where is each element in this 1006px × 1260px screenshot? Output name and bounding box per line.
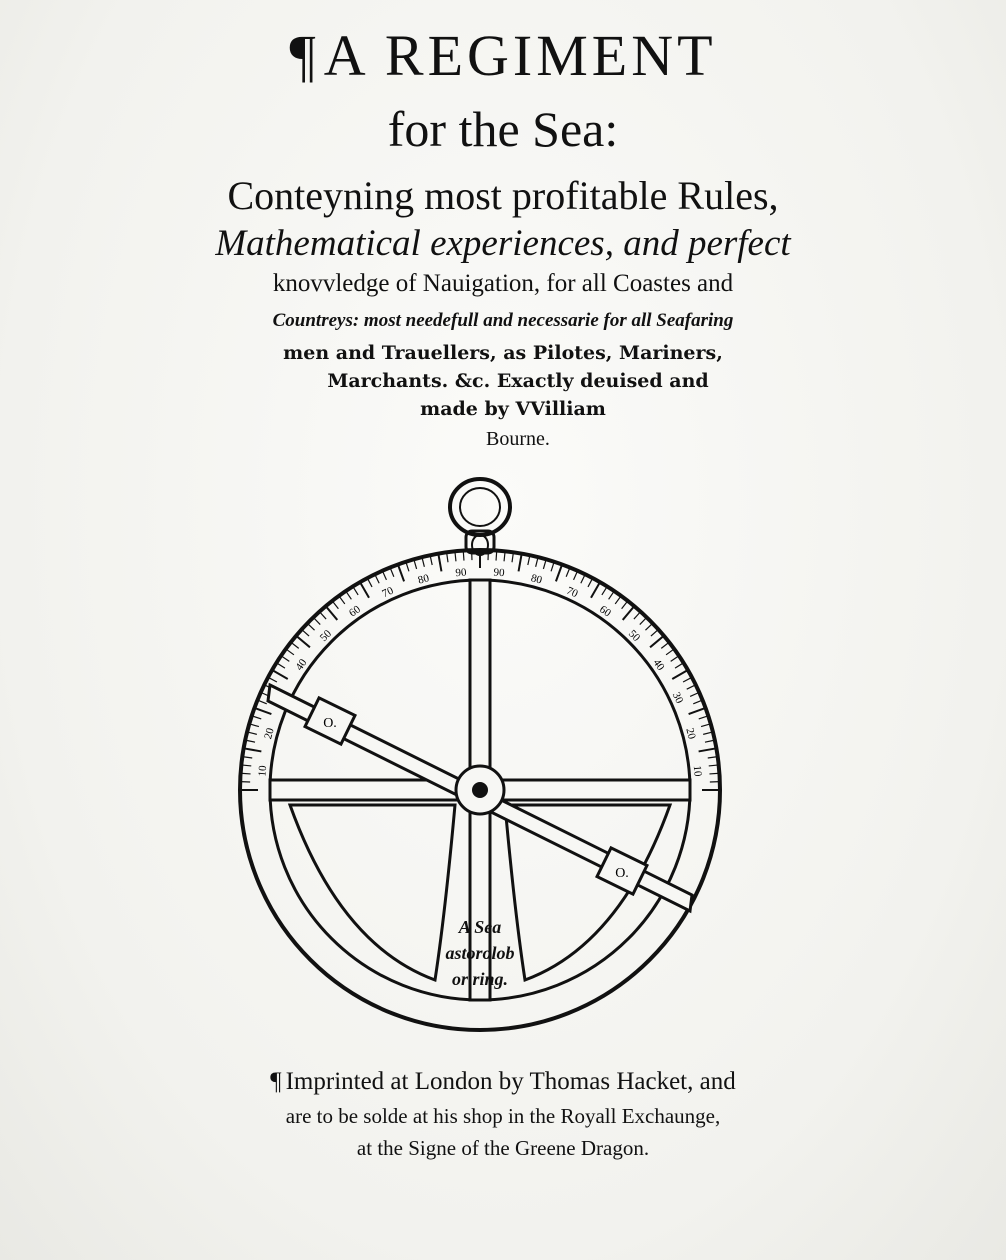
- scale-tick: [496, 551, 497, 561]
- scale-tick: [302, 629, 309, 636]
- scale-tick: [360, 582, 369, 598]
- scale-label: 50: [626, 627, 643, 644]
- scale-tick: [609, 591, 615, 599]
- scale-label: 50: [317, 627, 334, 644]
- scale-tick: [398, 564, 404, 581]
- scale-tick: [382, 571, 386, 580]
- scale-label: 80: [416, 572, 431, 587]
- illustration-caption: [445, 917, 514, 989]
- svg-text:O.: O.: [323, 716, 337, 731]
- caption-line-1: A Sea: [458, 917, 502, 937]
- scale-label: 60: [347, 603, 363, 620]
- scale-tick: [319, 612, 326, 619]
- scale-tick: [375, 574, 379, 583]
- author-line: made by VVilliam: [420, 398, 606, 420]
- scale-tick: [353, 586, 358, 594]
- caption-line-2: astorolob: [445, 943, 515, 963]
- scale-tick: [268, 677, 277, 682]
- scale-tick: [244, 748, 262, 751]
- pilcrow-mark: ¶: [289, 23, 320, 88]
- scale-tick: [326, 606, 338, 620]
- scale-label: 10: [690, 764, 704, 778]
- subtitle-line-3: Conteyning most profitable Rules,: [227, 173, 779, 218]
- scale-tick: [339, 596, 345, 604]
- scale-tick: [556, 564, 562, 581]
- scale-tick: [296, 636, 310, 648]
- imprint-line-1: ¶ Imprinted at London by Thomas Hacket, and: [270, 1068, 736, 1095]
- scale-tick: [672, 670, 688, 679]
- scale-tick: [634, 612, 641, 619]
- imprint-line-2: are to be solde at his shop in the Royall Exchaunge,: [285, 1104, 721, 1128]
- imprint-line-3: at the Signe of the Greene Dragon.: [356, 1136, 650, 1160]
- scale-label: 20: [262, 726, 277, 741]
- scale-tick: [671, 656, 679, 662]
- scale-label: 80: [529, 572, 544, 587]
- title-line-2: for the Sea:: [387, 101, 619, 157]
- scale-tick: [574, 571, 578, 580]
- scale-tick: [286, 649, 294, 655]
- scale-tick: [346, 591, 352, 599]
- scale-tick: [675, 663, 683, 668]
- scale-tick: [519, 554, 522, 572]
- scale-tick: [645, 623, 652, 630]
- scale-tick: [661, 642, 669, 648]
- scale-label: 10: [256, 764, 270, 778]
- scale-label: 40: [650, 657, 667, 673]
- scale-label: 30: [669, 690, 686, 706]
- scale-tick: [666, 649, 674, 655]
- center-hub: [456, 766, 504, 814]
- scale-tick: [241, 773, 251, 774]
- title-main: A REGIMENT: [323, 23, 717, 88]
- scale-tick: [687, 685, 696, 689]
- scale-tick: [438, 554, 441, 572]
- scale-tick: [602, 586, 607, 594]
- scale-tick: [313, 617, 320, 624]
- scale-tick: [689, 708, 706, 714]
- subtitle-line-5: knovvledge of Nauigation, for all Coastes and: [272, 270, 734, 297]
- scale-tick: [709, 773, 719, 774]
- scale-tick: [367, 578, 372, 587]
- subtitle-line-4: Mathematical experiences, and perfect: [215, 223, 791, 264]
- scale-label: 60: [597, 603, 613, 620]
- sea-astrolabe-illustration: [230, 475, 750, 1045]
- subtitle-line-6: Countreys: most needefull and necessarie for all Seafaring: [272, 310, 734, 331]
- scale-tick: [291, 642, 299, 648]
- scale-tick: [683, 677, 692, 682]
- scale-tick: [281, 656, 289, 662]
- scale-tick: [615, 596, 621, 604]
- blackletter-line-7: men and Trauellers, as Pilotes, Mariners,: [283, 342, 723, 364]
- scale-tick: [272, 670, 288, 679]
- title-line-1: [0, 22, 1006, 89]
- suspension-ring: [450, 479, 510, 555]
- scale-tick: [591, 582, 600, 598]
- scale-tick: [276, 663, 284, 668]
- scale-tick: [463, 551, 464, 561]
- imprint-pilcrow: ¶: [270, 1068, 282, 1095]
- scale-tick: [581, 574, 585, 583]
- scale-label: 40: [293, 657, 310, 673]
- scale-tick: [650, 636, 664, 648]
- blackletter-line-8: Marchants. &c. Exactly deuised and: [327, 370, 709, 392]
- scale-tick: [332, 601, 338, 609]
- svg-text:O.: O.: [615, 866, 629, 881]
- scale-tick: [588, 578, 593, 587]
- scale-tick: [623, 606, 635, 620]
- scale-label: 90: [492, 566, 506, 580]
- scale-tick: [699, 748, 717, 751]
- caption-line-3: or ring.: [451, 969, 509, 989]
- scale-label: 90: [454, 566, 468, 580]
- scale-label: 20: [683, 726, 698, 741]
- scale-tick: [640, 617, 647, 624]
- scale-tick: [690, 692, 699, 696]
- scale-label: 70: [564, 584, 580, 601]
- scale-tick: [254, 708, 271, 714]
- scale-label: 70: [380, 584, 396, 601]
- scale-tick: [651, 629, 658, 636]
- author-surname-line: Bourne.: [486, 428, 550, 450]
- scale-tick: [307, 623, 314, 630]
- scale-tick: [622, 601, 628, 609]
